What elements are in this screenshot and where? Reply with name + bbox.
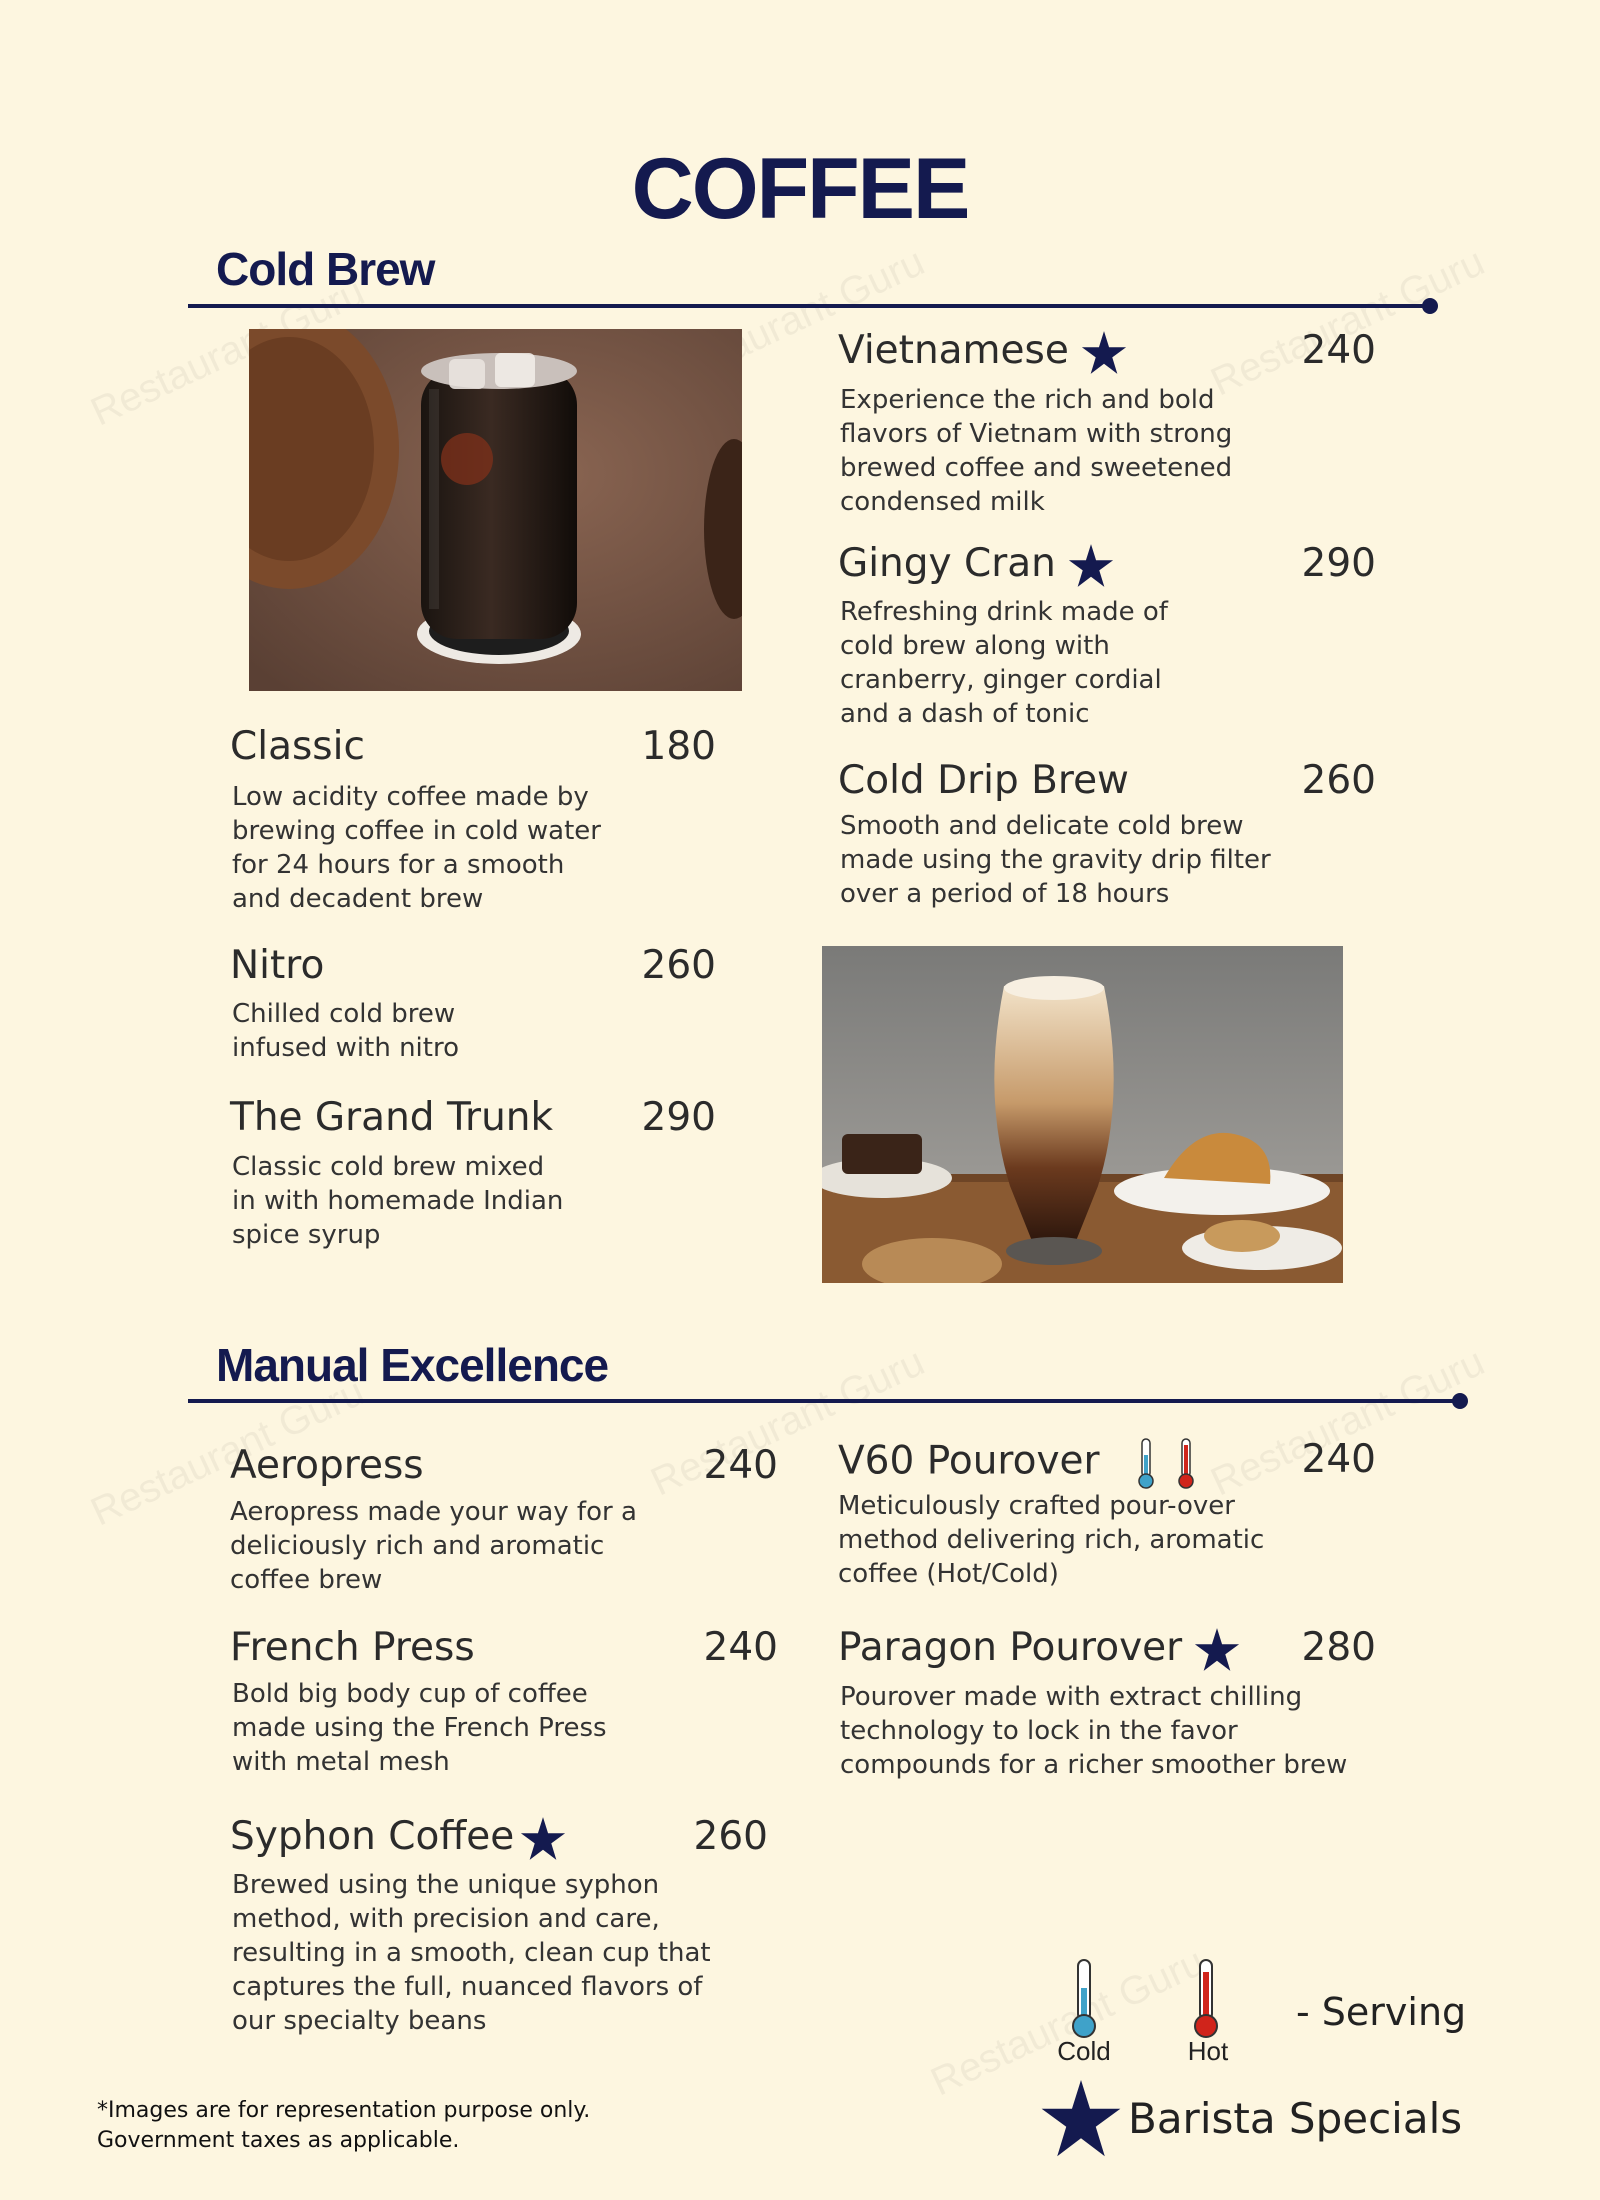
- menu-item-description: Bold big body cup of coffee made using the French Press with metal mesh: [232, 1679, 607, 1777]
- section-title-cold-brew: Cold Brew: [216, 243, 435, 295]
- legend-barista-specials-label: Barista Specials: [1128, 2094, 1463, 2143]
- menu-item-price: 290: [641, 1095, 716, 1140]
- legend-hot-label: Hot: [1187, 2036, 1229, 2066]
- star-icon: [520, 1817, 566, 1861]
- thermometer-hot-icon: [1190, 1958, 1222, 2040]
- legend-cold-label: Cold: [1057, 2036, 1111, 2066]
- menu-item-description: Classic cold brew mixed in with homemade Indian spice syrup: [232, 1152, 564, 1250]
- menu-item-description: Experience the rich and bold flavors of Vietnam with strong brewed coffee and sweetened condensed milk: [840, 385, 1233, 517]
- menu-item-price: 260: [641, 943, 716, 988]
- star-icon: [1068, 544, 1114, 588]
- thermometer-cold-icon: [1068, 1958, 1100, 2040]
- menu-item-price: 280: [1301, 1625, 1376, 1670]
- menu-item-price: 180: [641, 724, 716, 769]
- menu-item-price: 260: [693, 1814, 768, 1859]
- menu-item-name: Classic: [230, 724, 365, 769]
- menu-item-price: 260: [1301, 758, 1376, 803]
- menu-item-description: Aeropress made your way for a deliciously rich and aromatic coffee brew: [230, 1497, 637, 1595]
- menu-item-name: V60 Pourover: [838, 1437, 1196, 1489]
- menu-item-name: Cold Drip Brew: [838, 758, 1129, 803]
- section-title-manual-excellence: Manual Excellence: [216, 1339, 609, 1391]
- legend-serving-label: - Serving: [1296, 1990, 1467, 2034]
- thermometer-hot-icon: [1176, 1437, 1196, 1489]
- section-divider: [188, 304, 1430, 308]
- star-icon: [1081, 331, 1127, 375]
- menu-item-name: Vietnamese: [838, 328, 1127, 375]
- menu-item-name: Nitro: [230, 943, 325, 988]
- menu-item-description: Chilled cold brew infused with nitro: [232, 999, 459, 1063]
- menu-item-name: Gingy Cran: [838, 541, 1114, 588]
- watermark: [1204, 240, 1491, 406]
- menu-item-name: Syphon Coffee: [230, 1814, 566, 1861]
- footnote: *Images are for representation purpose only. Government taxes as applicable.: [97, 2098, 591, 2153]
- menu-item-description: Smooth and delicate cold brew made using the gravity drip filter over a period of 18 hours: [840, 811, 1271, 909]
- menu-item-description: Low acidity coffee made by brewing coffee in cold water for 24 hours for a smooth and decadent brew: [232, 782, 601, 914]
- page-title: COFFEE: [631, 141, 969, 237]
- menu-item-name: The Grand Trunk: [230, 1095, 554, 1140]
- menu-item-price: 240: [703, 1443, 778, 1488]
- menu-item-price: 240: [1301, 1437, 1376, 1482]
- menu-item-description: Meticulously crafted pour-over method delivering rich, aromatic coffee (Hot/Cold): [838, 1491, 1265, 1589]
- menu-item-name: Aeropress: [230, 1443, 424, 1488]
- section-divider: [188, 1399, 1460, 1403]
- menu-item-name: French Press: [230, 1625, 475, 1670]
- nitro-photo: [822, 946, 1343, 1283]
- star-icon: [1194, 1628, 1240, 1672]
- menu-item-name: Paragon Pourover: [838, 1625, 1240, 1672]
- menu-item-price: 240: [703, 1625, 778, 1670]
- menu-item-description: Brewed using the unique syphon method, with precision and care, resulting in a smooth, clean cup that captures the full, nuanced flavors of our specialty beans: [232, 1870, 711, 2036]
- menu-item-description: Refreshing drink made of cold brew along with cranberry, ginger cordial and a dash of tonic: [840, 597, 1168, 729]
- cold-brew-photo: [249, 329, 742, 691]
- menu-item-description: Pourover made with extract chilling technology to lock in the favor compounds for a richer smoother brew: [840, 1682, 1348, 1780]
- menu-item-price: 290: [1301, 541, 1376, 586]
- star-icon: [1040, 2080, 1122, 2158]
- thermometer-cold-icon: [1136, 1437, 1156, 1489]
- menu-item-price: 240: [1301, 328, 1376, 373]
